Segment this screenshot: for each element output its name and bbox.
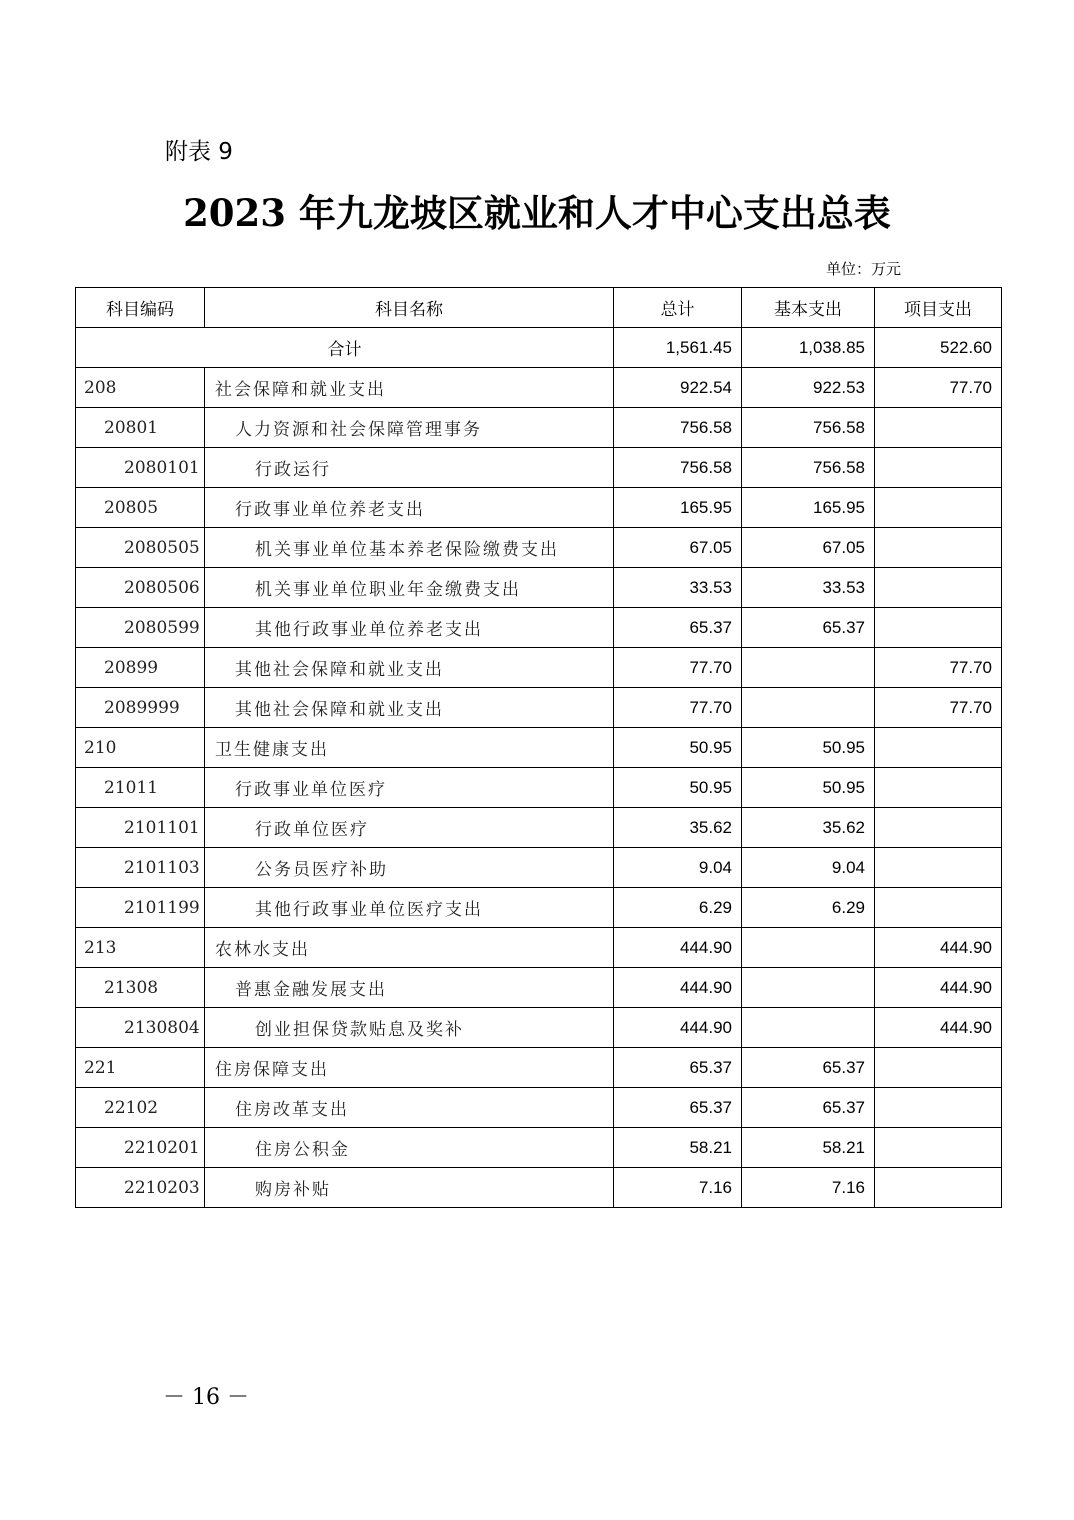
- table-row: [76, 1048, 1002, 1088]
- row-total: 77.70: [614, 648, 742, 688]
- table-row: [76, 1128, 1002, 1168]
- header-row: [76, 288, 1002, 328]
- row-basic: 9.04: [742, 848, 875, 888]
- table-row: [76, 528, 1002, 568]
- row-name: 机关事业单位职业年金缴费支出: [205, 568, 614, 608]
- annex-label: 附表 9: [165, 139, 233, 165]
- row-code: 2080505: [76, 528, 205, 568]
- table-row: [76, 368, 1002, 408]
- row-project: [875, 1168, 1002, 1208]
- row-name: 住房改革支出: [205, 1088, 614, 1128]
- row-code: 22102: [76, 1088, 205, 1128]
- row-project: [875, 848, 1002, 888]
- row-code: 213: [76, 928, 205, 968]
- row-project: [875, 1088, 1002, 1128]
- row-code: 2130804: [76, 1008, 205, 1048]
- page-title: 2023 年九龙坡区就业和人才中心支出总表: [183, 191, 891, 235]
- row-total: 922.54: [614, 368, 742, 408]
- row-total: 77.70: [614, 688, 742, 728]
- row-project: [875, 448, 1002, 488]
- row-total: 58.21: [614, 1128, 742, 1168]
- row-basic: [742, 1008, 875, 1048]
- header-basic: 基本支出: [742, 288, 875, 328]
- row-code: 2089999: [76, 688, 205, 728]
- row-total: 756.58: [614, 408, 742, 448]
- row-code: 2101101: [76, 808, 205, 848]
- table-row: [76, 448, 1002, 488]
- row-name: 行政事业单位医疗: [205, 768, 614, 808]
- row-name: 行政单位医疗: [205, 808, 614, 848]
- row-project: 77.70: [875, 648, 1002, 688]
- row-basic: 65.37: [742, 1048, 875, 1088]
- table-row: [76, 608, 1002, 648]
- row-name: 卫生健康支出: [205, 728, 614, 768]
- row-total: 35.62: [614, 808, 742, 848]
- table-row: [76, 568, 1002, 608]
- table-row: [76, 968, 1002, 1008]
- row-basic: 65.37: [742, 608, 875, 648]
- row-basic: 67.05: [742, 528, 875, 568]
- row-total: 65.37: [614, 608, 742, 648]
- row-basic: 33.53: [742, 568, 875, 608]
- row-basic: [742, 928, 875, 968]
- row-basic: [742, 968, 875, 1008]
- row-project: 444.90: [875, 968, 1002, 1008]
- row-name: 其他社会保障和就业支出: [205, 688, 614, 728]
- row-code: 20805: [76, 488, 205, 528]
- row-total: 50.95: [614, 768, 742, 808]
- row-project: 77.70: [875, 688, 1002, 728]
- header-name: 科目名称: [205, 288, 614, 328]
- table-row: [76, 848, 1002, 888]
- row-project: [875, 1048, 1002, 1088]
- row-basic: 922.53: [742, 368, 875, 408]
- header-project: 项目支出: [875, 288, 1002, 328]
- expenditure-table: [75, 287, 1002, 1208]
- row-basic: 6.29: [742, 888, 875, 928]
- row-name: 其他行政事业单位医疗支出: [205, 888, 614, 928]
- row-project: [875, 568, 1002, 608]
- row-project: [875, 728, 1002, 768]
- row-total: 6.29: [614, 888, 742, 928]
- row-total: 165.95: [614, 488, 742, 528]
- row-code: 2210201: [76, 1128, 205, 1168]
- table-row: [76, 768, 1002, 808]
- row-basic: 7.16: [742, 1168, 875, 1208]
- row-name: 社会保障和就业支出: [205, 368, 614, 408]
- row-name: 农林水支出: [205, 928, 614, 968]
- row-project: 444.90: [875, 928, 1002, 968]
- table-row: [76, 688, 1002, 728]
- row-project: [875, 488, 1002, 528]
- table-row: [76, 808, 1002, 848]
- row-project: 77.70: [875, 368, 1002, 408]
- row-project: [875, 608, 1002, 648]
- table-row: [76, 488, 1002, 528]
- row-code: 2080599: [76, 608, 205, 648]
- row-total: 444.90: [614, 968, 742, 1008]
- row-name: 购房补贴: [205, 1168, 614, 1208]
- row-code: 20899: [76, 648, 205, 688]
- total-basic: 1,038.85: [742, 328, 875, 368]
- page-number: － 16 －: [163, 1385, 249, 1410]
- row-project: [875, 528, 1002, 568]
- row-basic: 756.58: [742, 448, 875, 488]
- header-code: 科目编码: [76, 288, 205, 328]
- header-total: 总计: [614, 288, 742, 328]
- row-name: 其他行政事业单位养老支出: [205, 608, 614, 648]
- row-total: 756.58: [614, 448, 742, 488]
- row-project: [875, 1128, 1002, 1168]
- row-basic: 756.58: [742, 408, 875, 448]
- row-basic: 35.62: [742, 808, 875, 848]
- row-total: 65.37: [614, 1048, 742, 1088]
- row-project: 444.90: [875, 1008, 1002, 1048]
- row-code: 2080506: [76, 568, 205, 608]
- row-name: 行政事业单位养老支出: [205, 488, 614, 528]
- total-total: 1,561.45: [614, 328, 742, 368]
- table-row: [76, 728, 1002, 768]
- row-total: 50.95: [614, 728, 742, 768]
- row-code: 20801: [76, 408, 205, 448]
- row-name: 机关事业单位基本养老保险缴费支出: [205, 528, 614, 568]
- row-name: 公务员医疗补助: [205, 848, 614, 888]
- row-project: [875, 808, 1002, 848]
- table-row: [76, 648, 1002, 688]
- row-code: 21011: [76, 768, 205, 808]
- row-name: 人力资源和社会保障管理事务: [205, 408, 614, 448]
- row-total: 9.04: [614, 848, 742, 888]
- row-code: 208: [76, 368, 205, 408]
- row-total: 65.37: [614, 1088, 742, 1128]
- row-code: 2080101: [76, 448, 205, 488]
- row-project: [875, 408, 1002, 448]
- row-name: 住房保障支出: [205, 1048, 614, 1088]
- total-label: 合计: [76, 328, 614, 368]
- table-row: [76, 1168, 1002, 1208]
- row-name: 其他社会保障和就业支出: [205, 648, 614, 688]
- row-name: 创业担保贷款贴息及奖补: [205, 1008, 614, 1048]
- total-row: [76, 328, 1002, 368]
- row-code: 221: [76, 1048, 205, 1088]
- row-total: 67.05: [614, 528, 742, 568]
- row-basic: 165.95: [742, 488, 875, 528]
- table-row: [76, 888, 1002, 928]
- row-total: 7.16: [614, 1168, 742, 1208]
- table-row: [76, 928, 1002, 968]
- row-basic: 65.37: [742, 1088, 875, 1128]
- row-basic: [742, 648, 875, 688]
- table-row: [76, 408, 1002, 448]
- row-basic: 58.21: [742, 1128, 875, 1168]
- row-total: 444.90: [614, 1008, 742, 1048]
- row-name: 住房公积金: [205, 1128, 614, 1168]
- row-name: 普惠金融发展支出: [205, 968, 614, 1008]
- row-basic: 50.95: [742, 768, 875, 808]
- row-total: 33.53: [614, 568, 742, 608]
- table-row: [76, 1088, 1002, 1128]
- row-code: 2101103: [76, 848, 205, 888]
- row-name: 行政运行: [205, 448, 614, 488]
- row-code: 2101199: [76, 888, 205, 928]
- row-project: [875, 768, 1002, 808]
- row-code: 21308: [76, 968, 205, 1008]
- unit-label: 单位：万元: [826, 260, 902, 278]
- row-basic: 50.95: [742, 728, 875, 768]
- row-basic: [742, 688, 875, 728]
- row-total: 444.90: [614, 928, 742, 968]
- row-code: 210: [76, 728, 205, 768]
- table-row: [76, 1008, 1002, 1048]
- row-code: 2210203: [76, 1168, 205, 1208]
- row-project: [875, 888, 1002, 928]
- total-project: 522.60: [875, 328, 1002, 368]
